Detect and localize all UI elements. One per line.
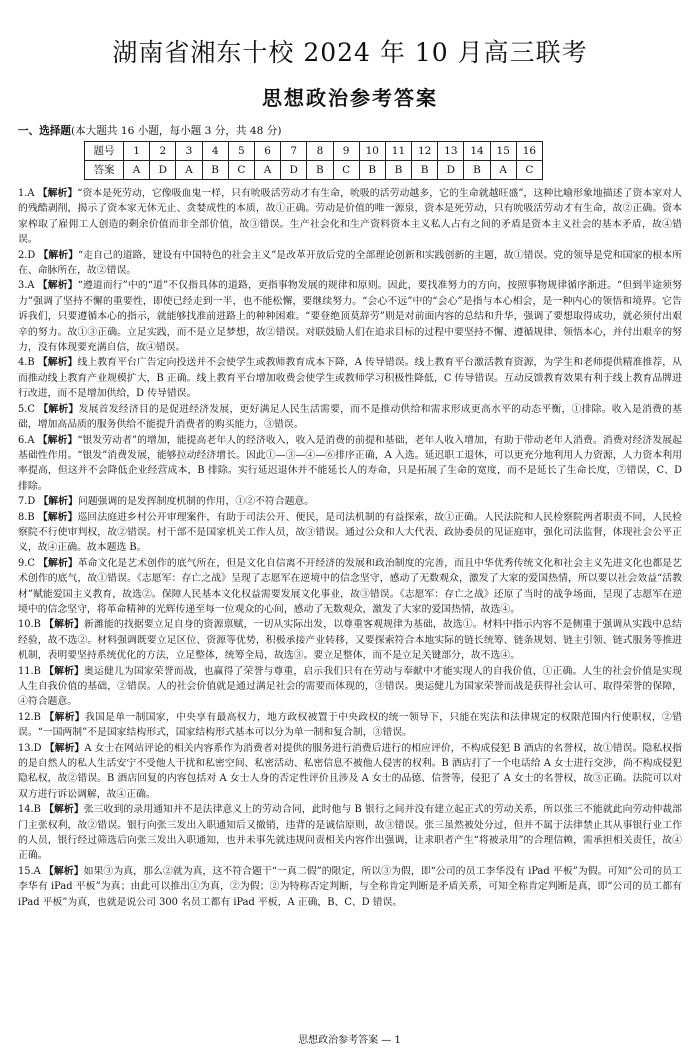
answer-cell: D [438, 161, 464, 180]
item-answer: C [27, 557, 35, 569]
item-number: 8. [18, 511, 28, 523]
item-number: 13. [18, 742, 34, 754]
item-text: “资本是死劳动，它像吸血鬼一样，只有吮吸活劳动才有生命，吮吸的活劳动越多，它的生命就越旺盛”，这种比喻形象地描述了资本家对人的残酷剥削，揭示了资本家无休无止、贪婪成性的本质，故①正确。劳动是价值的唯一源泉，资本是死劳动，只有吮吸活劳动才有生命，故②正确。资本家榨取了雇佣工人创造的剩余价值而非全部价值，故③错误。生产社会化和生产资料资本主义私人占有之间的矛盾是资本主义社会的基本矛盾，故④错误。 [18, 188, 682, 246]
answer-cell: A [490, 161, 516, 180]
analysis-tag: 【解析】 [37, 434, 78, 446]
answer-cell: C [333, 161, 359, 180]
question-number: 8 [307, 142, 333, 161]
item-number: 10. [18, 619, 34, 631]
item-answer: D [27, 496, 36, 508]
explanation-item [18, 617, 682, 663]
explanations [18, 186, 682, 910]
question-number: 15 [490, 142, 516, 161]
analysis-tag: 【解析】 [38, 249, 79, 261]
analysis-tag: 【解析】 [37, 511, 78, 523]
explanation-item [18, 494, 682, 509]
item-answer: B [27, 511, 35, 523]
answer-cell: C [516, 161, 542, 180]
question-number: 2 [150, 142, 176, 161]
item-number: 1. [18, 188, 28, 199]
section-note: (本大题共 16 小题，每小题 3 分，共 48 分) [70, 125, 282, 137]
explanation-item [18, 248, 682, 279]
item-answer: A [27, 280, 35, 292]
item-answer: B [33, 619, 41, 631]
item-number: 9. [18, 557, 28, 569]
item-text: 如果③为真，那么②就为真，这不符合题干“一真二假”的限定，所以③为假，即“公司的员工李华没有 iPad 平板”为假。可知“公司的员工李华有 iPad 平板”为真；由此可以推出①为真，②为假；②为特称否定判断，与全称肯定判断是矛盾关系，可知全称肯定判断是真，即“公司的员工都有 iPad 平板”为真，也就是说公司 300 名员工都有 iPad 平板，A 正确，B、C、D 错误。 [18, 865, 682, 908]
item-number: 12. [18, 711, 34, 723]
item-text: A 女士在网站评论的相关内容系作为消费者对提供的服务进行消费后进行的相应评价，不构成侵犯 B 酒店的名誉权，故①错误。隐私权指的是自然人的私人生活安宁不受他人干扰和私密空间、私密活动、私密信息不被他人侵害的权利。B 酒店打了一个电话给 A 女士进行交涉，尚不构成侵犯隐私权，故②错误。B 酒店回复的内容包括对 A 女士人身的否定性评价且涉及 A 女士的品德、信誉等，侵犯了 A 女士的名誉权，故③正确。法院可以对双方进行诉讼调解，故④正确。 [18, 742, 682, 800]
answer-cell: B [412, 161, 438, 180]
question-number: 10 [359, 142, 385, 161]
page-footer: 思想政治参考答案 — 1 [298, 1035, 401, 1046]
analysis-tag: 【解析】 [38, 403, 79, 415]
answer-cell: B [464, 161, 490, 180]
answer-cell: A [124, 161, 150, 180]
item-answer: C [27, 403, 35, 415]
explanation-item [18, 186, 682, 248]
item-text: 我国是单一制国家，中央享有最高权力，地方政权被置于中央政权的统一领导下，只能在宪法和法律规定的权限范围内行使职权，②错误。“一国两制”不是国家结构形式，国家结构形式基本可以分为单一制和复合制，③错误。 [18, 711, 682, 739]
analysis-tag: 【解析】 [38, 557, 78, 569]
question-number: 13 [438, 142, 464, 161]
question-number: 6 [254, 142, 280, 161]
answer-document [18, 10, 682, 910]
analysis-tag: 【解析】 [44, 619, 85, 631]
answer-cell: B [307, 161, 333, 180]
answer-cell: D [281, 161, 307, 180]
item-text: “银发劳动者”的增加，能提高老年人的经济收入，收入是消费的前提和基础，老年人收入增加，有助于带动老年人消费。消费对经济发展起基础性作用。“银发”消费发展，能够拉动经济增长。因此①—③—④—⑥排序正确，A 入选。延迟职工退休，可以更充分地利用人力资源，人力资本利用率提高，但这并不会降低企业经营成本，B 排除。实行延迟退休并不能延长人的寿命，只是拓展了生命的宽度，而不是延长了生命长度，⑦错误，C、D 排除。 [18, 434, 682, 492]
number-row-label: 题号 [85, 142, 124, 161]
item-number: 5. [18, 403, 28, 415]
item-answer: A [27, 188, 35, 199]
answer-row-label: 答案 [85, 161, 124, 180]
analysis-tag: 【解析】 [44, 804, 84, 816]
explanation-item [18, 278, 682, 355]
explanation-item [18, 402, 682, 433]
analysis-tag: 【解析】 [43, 865, 84, 877]
item-text: “走自己的道路，建设有中国特色的社会主义”是改革开放后党的全部理论创新和实践创新的主题，故①错误。党的领导是党和国家的根本所在、命脉所在，故②错误。 [18, 249, 682, 277]
explanation-item [18, 664, 682, 710]
item-answer: D [33, 742, 42, 754]
item-number: 15. [18, 865, 34, 877]
analysis-tag: 【解析】 [38, 496, 78, 508]
answer-cell: A [254, 161, 280, 180]
answer-table-answer-row [85, 161, 543, 180]
question-number: 5 [228, 142, 254, 161]
item-answer: B [33, 804, 41, 816]
section-title: 一、选择题 [18, 125, 71, 137]
page-subtitle: 思想政治参考答案 [262, 86, 438, 110]
item-text: 巡回法庭进乡村公开审理案件，有助于司法公开、便民，是司法机制的有益探索，故①正确。人民法院和人民检察院两者职责不同，人民检察院不行使审判权，故②错误。村干部不是国家机关工作人员，故③错误。通过公众和人大代表、政协委员的见证庭审，强化司法监督，体现社会公平正义，故④正确。故本题选 B。 [18, 511, 682, 554]
explanation-item [18, 556, 682, 618]
explanation-item [18, 741, 682, 803]
explanation-item [18, 864, 682, 910]
question-number: 11 [385, 142, 411, 161]
item-answer: D [27, 249, 36, 261]
analysis-tag: 【解析】 [44, 665, 85, 677]
analysis-tag: 【解析】 [37, 188, 78, 199]
item-number: 3. [18, 280, 28, 292]
item-number: 6. [18, 434, 28, 446]
explanation-item [18, 355, 682, 401]
question-number: 9 [333, 142, 359, 161]
item-answer: B [27, 357, 35, 369]
answer-cell: D [150, 161, 176, 180]
answer-cell: B [202, 161, 228, 180]
item-text: 线上教育平台广告定向投送并不会使学生或教师教育成本下降，A 传导错误。线上教育平台激活教育资源，为学生和老师提供精准推荐，从而推动线上教育产业规模扩大，B 正确。线上教育平台增加收费会使学生或教师学习积极性降低，C 传导错误。互动反馈教育效果有利于线上教育品牌进行改进，而不是增加供给，D 传导错误。 [18, 357, 682, 400]
item-text: 问题强调的是发挥制度机制的作用，①②不符合题意。 [77, 496, 315, 508]
question-number: 3 [176, 142, 202, 161]
question-number: 7 [281, 142, 307, 161]
item-number: 11. [18, 665, 34, 677]
section-heading [18, 124, 682, 138]
explanation-item [18, 710, 682, 741]
explanation-item [18, 433, 682, 495]
answer-cell: B [359, 161, 385, 180]
item-number: 14. [18, 804, 34, 816]
question-number: 1 [124, 142, 150, 161]
page-title: 湖南省湘东十校 2024 年 10 月高三联考 [112, 38, 588, 67]
analysis-tag: 【解析】 [37, 357, 78, 369]
item-text: “遵道而行”中的“道”不仅指具体的道路，更指事物发展的规律和原则。因此，要找准努力的方向，按照事物规律循序渐进。“但到半途须努力”强调了坚持不懈的重要性，即使已经走到一半，也不能松懈，要继续努力。“会心不远”中的“会心”是指与本心相会，是一种内心的领悟和境界。它告诉我们，只要遵循本心的指示，就能够找准前进路上的种种困难。“要登绝顶莫辞劳”则是对前面内容的总结和升华，强调了要想取得成功，就必须付出艰辛的努力。故①③正确。立足实践，而不是立足梦想，故②错误。对联鼓励人们在追求目标的过程中要坚持不懈、遵循规律、领悟本心，并付出艰辛的努力，没有体现要充满自信，故④错误。 [18, 280, 682, 354]
item-text: 发展首发经济目的是促进经济发展，更好满足人民生活需要，而不是推动供给和需求形成更高水平的动态平衡，①排除。收入是消费的基础，增加高品质的服务供给不能提升消费者的购买能力，③错误。 [18, 403, 682, 431]
item-answer: B [33, 711, 41, 723]
question-number: 4 [202, 142, 228, 161]
answer-cell: B [385, 161, 411, 180]
answer-table-number-row [85, 142, 543, 161]
item-text: 革命文化是艺术创作的底气所在，但是文化自信离不开经济的发展和政治制度的完善，而且中华优秀传统文化和社会主义先进文化也都是艺术创作的底气，故①错误。《志愿军：存亡之战》呈现了志愿军在逆境中的信念坚守，感动了无数观众，激发了大家的爱国热情，所以要以社会效益“活教材”赋能爱国主义教育，故选②。保障人民基本文化权益需要发展文化事业，故③错误。《志愿军：存亡之战》还原了当时的战争场面，呈现了志愿军在逆境中的信念坚守，将革命精神的光辉传递至每一位观众的心间，感动了无数观众，激发了大家的爱国热情，故选④。 [18, 557, 682, 615]
item-answer: A [27, 434, 35, 446]
item-text: 张三收到的录用通知并不是法律意义上的劳动合同，此时他与 B 银行之间并没有建立起正式的劳动关系，所以张三不能就此向劳动仲裁部门主张权利，故②错误。银行向张三发出入职通知后又撤销，违背的是诚信原则，故③错误。张三虽然被处分过，但并不属于法律禁止其从事银行业工作的人员，银行经过筛选后向张三发出入职通知，也并未事先就违规问责相关内容作出强调，让求职者产生“将被录用”的合理信赖，需承担相关责任，故④正确。 [18, 804, 682, 862]
item-number: 4. [18, 357, 28, 369]
explanation-item [18, 802, 682, 864]
item-text: 新潍能的找据要立足自身的资源禀赋，一切从实际出发，以尊重客观规律为基础，故选①。材料中指示内容不是侧重于强调从实践中总结经验，故不选②。材料强调既要立足区位、资源等优势，积极承接产业转移，又要探索符合本地实际的链长统筹、链条规划、链主引领、链式服务等推进机制，表明要坚持系统优化的方法，立足整体，统筹全局，故选③。要立足整体，而不是立足关键部分，故不选④。 [18, 619, 682, 662]
item-answer: B [33, 665, 41, 677]
analysis-tag: 【解析】 [37, 280, 78, 292]
item-text: 奥运健儿为国家荣誉而战，也赢得了荣誉与尊重，启示我们只有在劳动与奉献中才能实现人的自我价值，①正确。人生的社会价值是实现人生自我价值的基础，②错误。人的社会价值就是通过满足社会的需要而体现的，③错误。奥运健儿为国家荣誉而战是获得社会认可、取得荣誉的保障，④符合题意。 [18, 665, 682, 708]
item-number: 2. [18, 249, 28, 261]
analysis-tag: 【解析】 [44, 742, 85, 754]
explanation-item [18, 510, 682, 556]
question-number: 14 [464, 142, 490, 161]
question-number: 12 [412, 142, 438, 161]
item-answer: A [33, 865, 41, 877]
analysis-tag: 【解析】 [44, 711, 85, 723]
answer-table [84, 141, 543, 180]
question-number: 16 [516, 142, 542, 161]
item-number: 7. [18, 496, 28, 508]
answer-cell: C [228, 161, 254, 180]
answer-cell: A [176, 161, 202, 180]
